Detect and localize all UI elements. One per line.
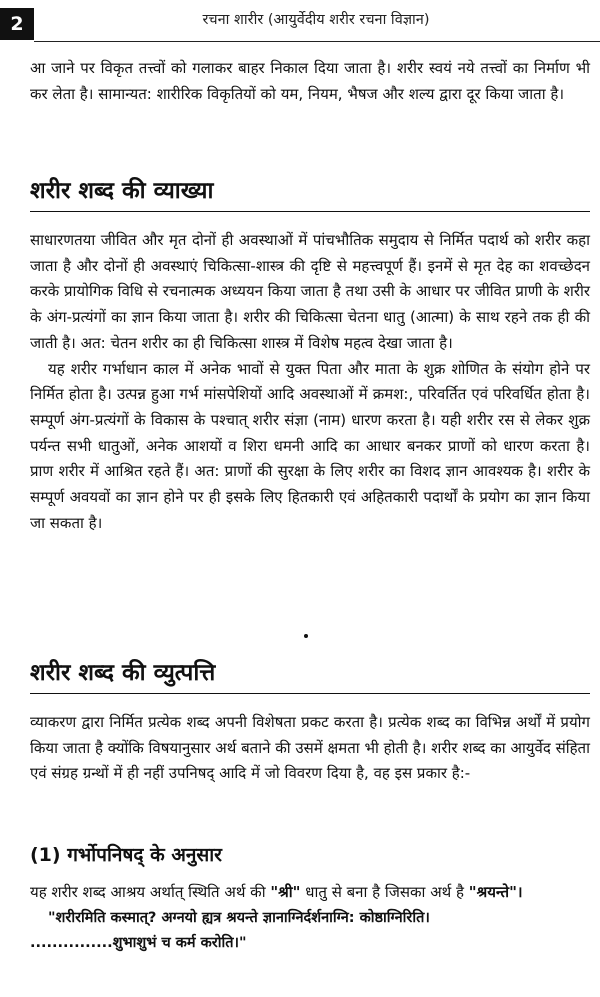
intro-block [30,56,590,107]
subsection-text-a: यह शरीर शब्द आश्रय अर्थात् स्थिति अर्थ की [30,883,271,901]
section-2-heading-block [30,658,590,694]
section-2-heading-rule [30,693,590,694]
running-title: रचना शारीर (आयुर्वेदीय शरीर रचना विज्ञान) [202,12,430,28]
sanskrit-quote-line-1: "शरीरमिति कस्मात्? अग्नयो ह्यत्र श्रयन्ते ज्ञानाग्निर्दर्शनाग्नि: कोष्ठाग्निरिति। [48,909,430,926]
section-2-body [30,710,590,787]
sanskrit-quote-line-2: ...............शुभाशुभं च कर्म करोति।" [30,935,247,952]
section-1-heading: शरीर शब्द की व्याख्या [30,178,214,204]
section-2-paragraph: व्याकरण द्वारा निर्मित प्रत्येक शब्द अपनी विशेषता प्रकट करता है। प्रत्येक शब्द का विभिन्न अर्थों में प्रयोग किया जाता है क्योंकि विषयानुसार अर्थ बताने की उसमें क्षमता भी होती है। शरीर शब्द का आयुर्वेद संहिता एवं संग्रह ग्रन्थों में ही नहीं उपनिषद् आदि में जो विवरण दिया है, वह इस प्रकार है:- [30,713,590,783]
intro-paragraph: आ जाने पर विकृत तत्त्वों को गलाकर बाहर निकाल दिया जाता है। शरीर स्वयं नये तत्त्वों का निर्माण भी कर लेता है। सामान्यत: शारीरिक विकृतियों को यम, नियम, भैषज और शल्य द्वारा दूर किया जाता है। [30,59,590,103]
subsection-text-c: धातु से बना है जिसका अर्थ है [300,883,469,901]
shrayante-term: "श्रयन्ते"। [468,883,523,901]
page-number: 2 [0,8,34,40]
subsection-paragraph [30,880,590,906]
section-1-heading-block [30,176,590,212]
section-1-paragraph-2: यह शरीर गर्भाधान काल में अनेक भावों से युक्त पिता और माता के शुक्र शोणित के संयोग होने पर निर्मित होता है। उत्पन्न हुआ गर्भ मांसपेशियों आदि अवस्थाओं में क्रमश:, परिवर्तित एवं परिवर्धित होता है। सम्पूर्ण अंग-प्रत्यंगों के विकास के पश्चात् शरीर संज्ञा (नाम) धारण करता है। यही शरीर रस से लेकर शुक्र पर्यन्त सभी धातुओं, अनेक आशयों व शिरा धमनी आदि का आधार बनकर प्राणों को धारण करता है। प्राण शरीर में आश्रित रहते हैं। अत: प्राणों की सुरक्षा के लिए शरीर का विशद ज्ञान आवश्यक है। शरीर के सम्पूर्ण अवयवों का ज्ञान होने पर ही इसके लिए हितकारी एवं अहितकारी पदार्थों के प्रयोग का ज्ञान किया जा सकता है। [30,359,590,532]
decorative-dot [304,634,308,638]
section-2-heading: शरीर शब्द की व्युत्पत्ति [30,660,216,686]
section-1-paragraph-1: साधारणतया जीवित और मृत दोनों ही अवस्थाओं में पांचभौतिक समुदाय से निर्मित पदार्थ को शरीर कहा जाता है और दोनों ही अवस्थाएं चिकित्सा-शास्त्र की दृष्टि से महत्त्वपूर्ण हैं। इनमें से मृत देह का शवच्छेदन करके प्रायोगिक विधि से रचनात्मक अध्ययन किया जाता है तथा उसी के आधार पर जीवित प्राणी के शरीर के अंग-प्रत्यंगों का ज्ञान किया जाता है। शरीर की चिकित्सा चेतना धातु (आत्मा) के साथ रहने तक ही की जाती है। अत: चेतन शरीर का ही चिकित्सा शास्त्र में विशेष महत्व देखा जाता है। [30,231,590,352]
page-header [0,0,600,42]
subsection-body [30,880,590,957]
shri-term: "श्री" [270,883,301,901]
section-1-heading-rule [30,211,590,212]
subsection-heading: (1) गर्भोपनिषद् के अनुसार [30,844,222,866]
header-rule [34,41,600,42]
section-1-body [30,228,590,536]
subsection-heading-block [30,842,590,868]
